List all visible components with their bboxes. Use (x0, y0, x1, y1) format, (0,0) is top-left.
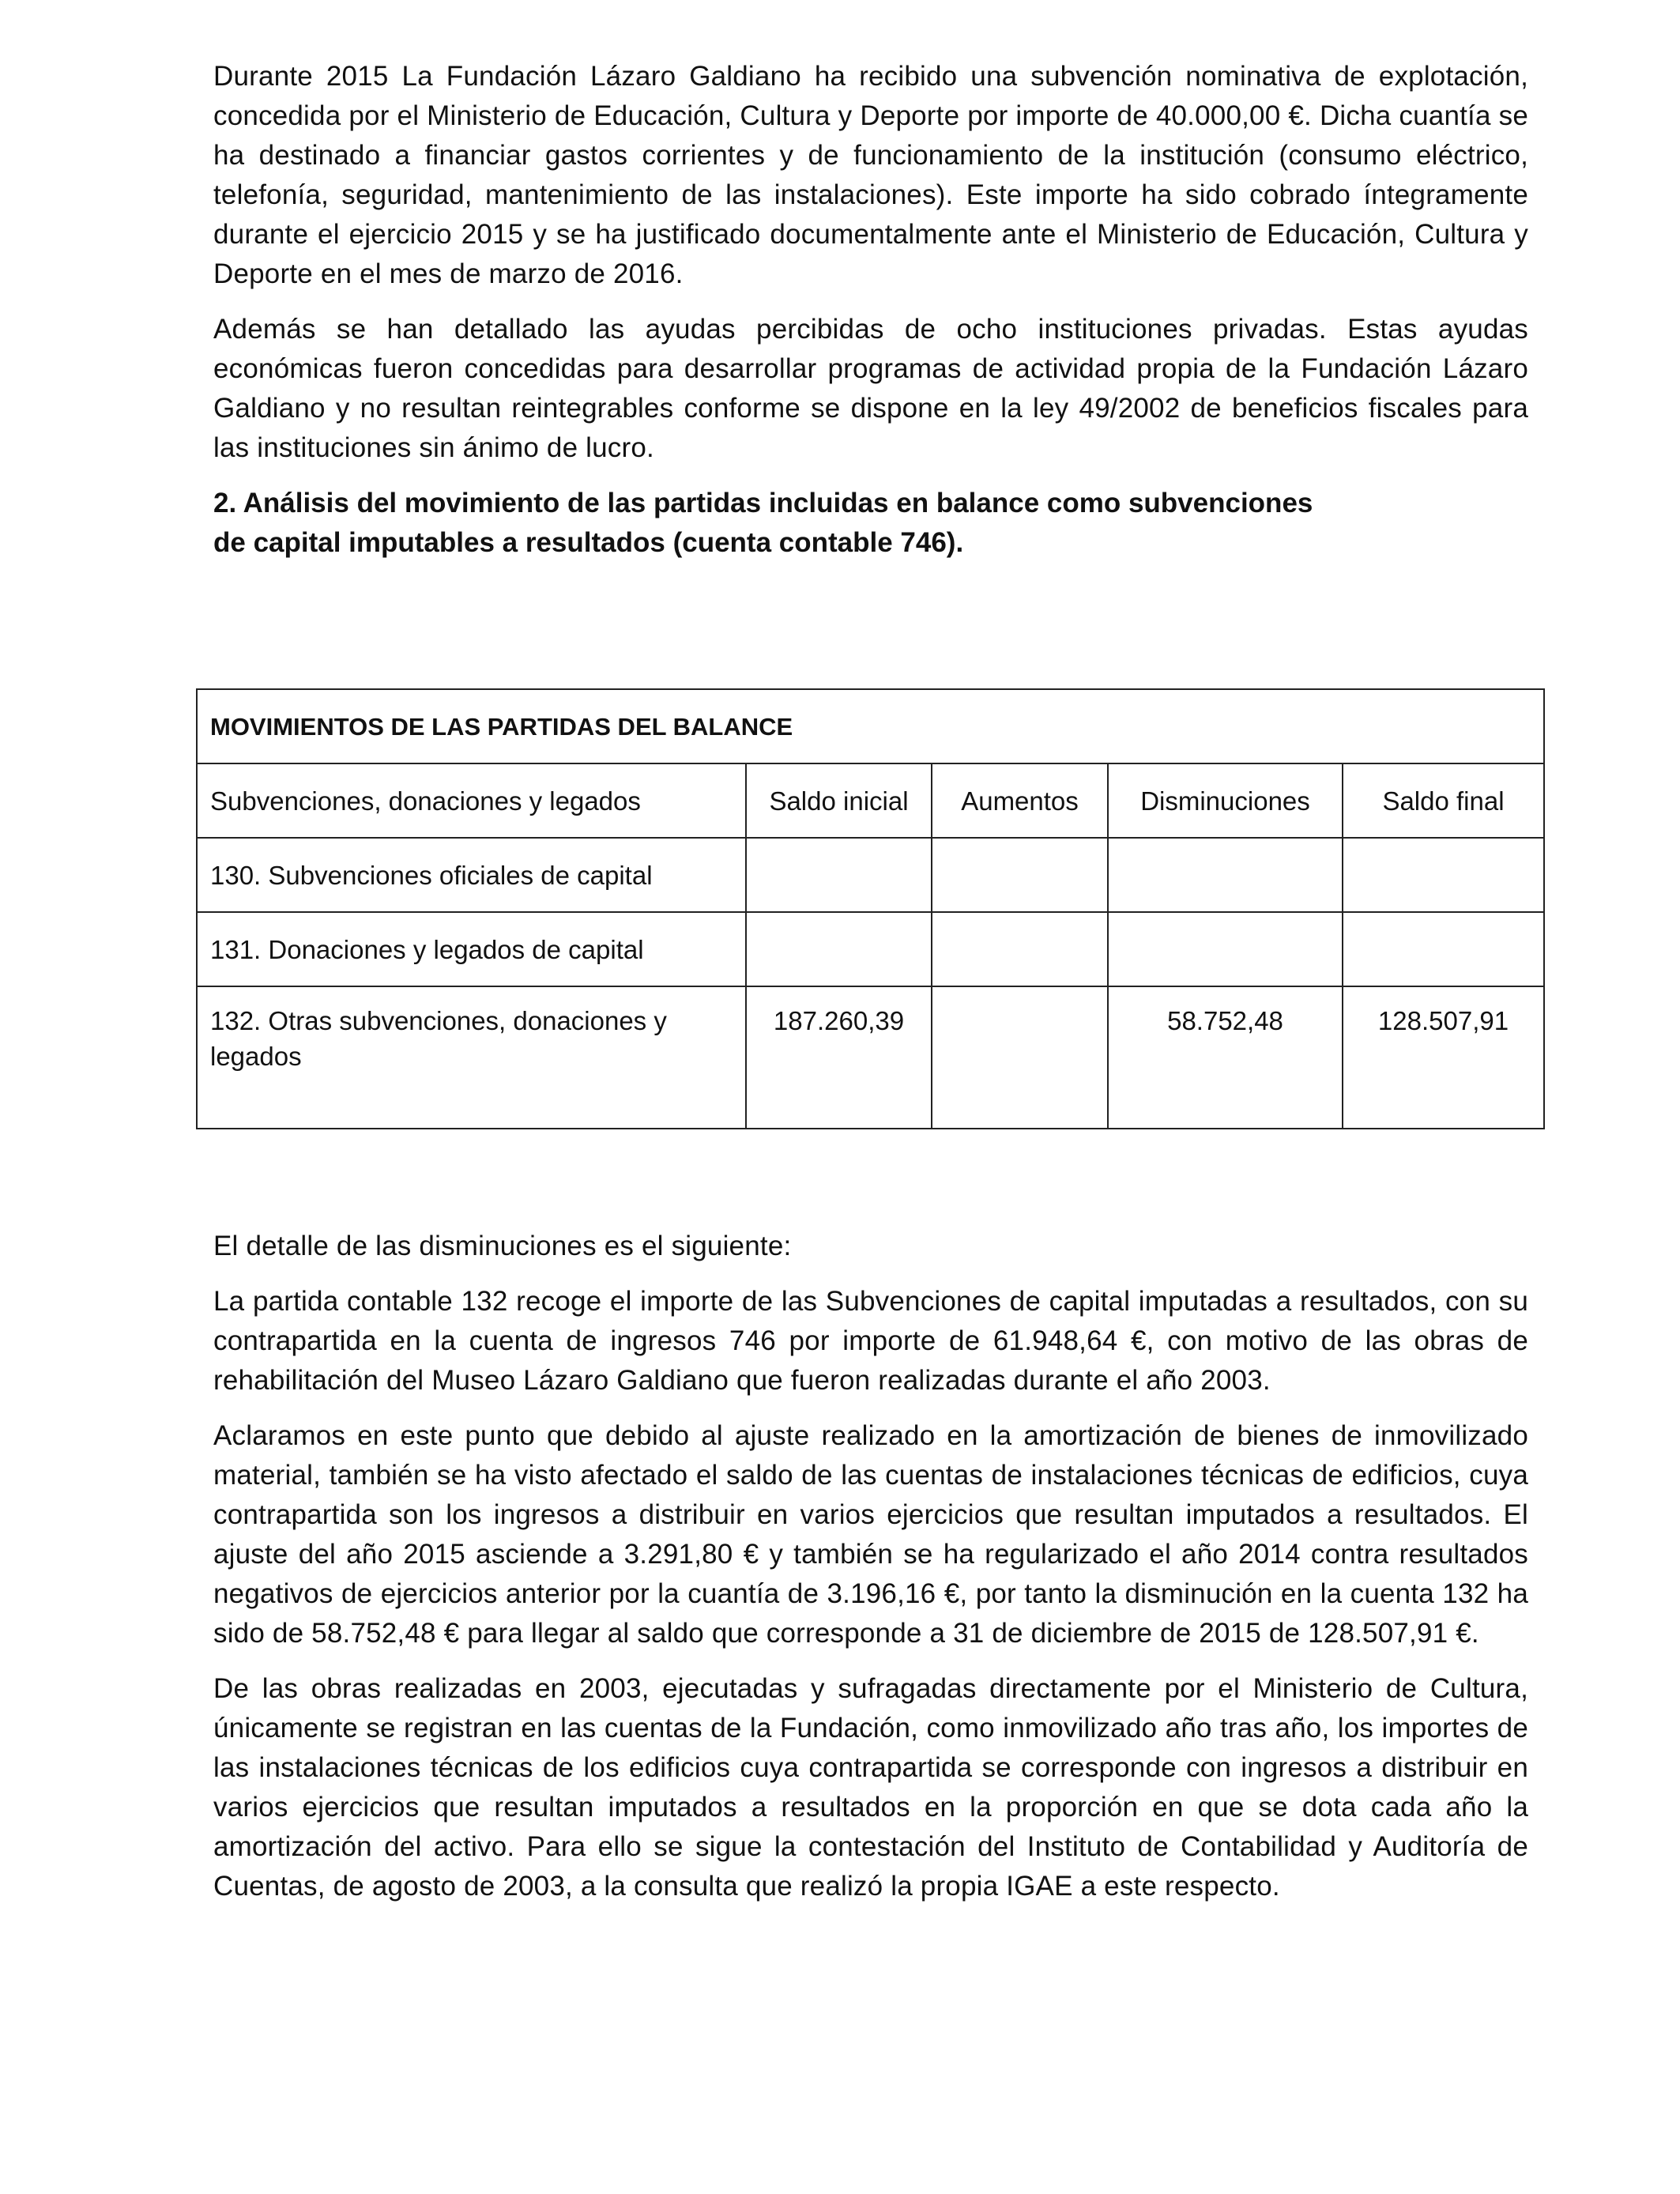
section-heading-line-1: 2. Análisis del movimiento de las partidas incluidas en balance como subvenciones (213, 488, 1313, 518)
table-title-row (197, 689, 1544, 763)
intro-paragraph-2: Además se han detallado las ayudas percibidas de ocho instituciones privadas. Estas ayudas económicas fueron concedidas para desarrollar programas de actividad propia de la Fundación Lázaro Galdiano y no resultan reintegrables conforme se dispone en la ley 49/2002 de beneficios fiscales para las instituciones sin ánimo de lucro. (213, 314, 1528, 463)
document-page (210, 57, 1528, 1902)
row-131-concept: 131. Donaciones y legados de capital (197, 912, 746, 986)
detail-paragraph-4: De las obras realizadas en 2003, ejecutadas y sufragadas directamente por el Ministerio de Cultura, únicamente se registran en las cuentas de la Fundación, como inmovilizado año tras año, los importes de las instalaciones técnicas de los edificios cuya contrapartida se corresponde con ingresos a distribuir en varios ejercicios que resultan imputados a resultados en la proporción en que se dota cada año la amortización del activo. Para ello se sigue la contestación del Instituto de Contabilidad y Auditoría de Cuentas, de agosto de 2003, a la consulta que realizó la propia IGAE a este respecto. (213, 1673, 1528, 1902)
row-132-concept: 132. Otras subvenciones, donaciones y legados (197, 986, 746, 1129)
table-title: MOVIMIENTOS DE LAS PARTIDAS DEL BALANCE (197, 689, 1544, 763)
row-131-saldo-final (1343, 912, 1544, 986)
detail-paragraph-2: La partida contable 132 recoge el importe de las Subvenciones de capital imputadas a resultados, con su contrapartida en la cuenta de ingresos 746 por importe de 61.948,64 €, con motivo de las obras de rehabilitación del Museo Lázaro Galdiano que fueron realizadas durante el año 2003. (213, 1286, 1528, 1396)
table-row (197, 912, 1544, 986)
header-saldo-final: Saldo final (1343, 763, 1544, 838)
table-header-row (197, 763, 1544, 838)
row-131-aumentos (932, 912, 1108, 986)
detail-paragraph-1: El detalle de las disminuciones es el siguiente: (213, 1231, 792, 1261)
row-131-saldo-inicial (746, 912, 932, 986)
header-disminuciones: Disminuciones (1108, 763, 1343, 838)
row-130-saldo-inicial (746, 838, 932, 912)
table-row (197, 838, 1544, 912)
detail-paragraph-3: Aclaramos en este punto que debido al ajuste realizado en la amortización de bienes de inmovilizado material, también se ha visto afectado el saldo de las cuentas de instalaciones técnicas de edificios, cuya contrapartida son los ingresos a distribuir en varios ejercicios que resultan imputados a resultados. El ajuste del año 2015 asciende a 3.291,80 € y también se ha regularizado el año 2014 contra resultados negativos de ejercicios anterior por la cuantía de 3.196,16 €, por tanto la disminución en la cuenta 132 ha sido de 58.752,48 € para llegar al saldo que corresponde a 31 de diciembre de 2015 de 128.507,91 €. (213, 1420, 1528, 1649)
table-row (197, 986, 1544, 1129)
balance-movements-table (196, 688, 1545, 1129)
row-132-aumentos (932, 986, 1108, 1129)
header-saldo-inicial: Saldo inicial (746, 763, 932, 838)
row-132-saldo-inicial: 187.260,39 (746, 986, 932, 1129)
row-131-disminuciones (1108, 912, 1343, 986)
row-130-concept: 130. Subvenciones oficiales de capital (197, 838, 746, 912)
row-132-saldo-final: 128.507,91 (1343, 986, 1544, 1129)
header-aumentos: Aumentos (932, 763, 1108, 838)
section-heading (213, 484, 1528, 563)
row-132-disminuciones: 58.752,48 (1108, 986, 1343, 1129)
row-130-aumentos (932, 838, 1108, 912)
detail-section (213, 1227, 1528, 1922)
row-130-disminuciones (1108, 838, 1343, 912)
header-concept: Subvenciones, donaciones y legados (197, 763, 746, 838)
row-130-saldo-final (1343, 838, 1544, 912)
section-heading-line-2: de capital imputables a resultados (cuenta contable 746). (213, 527, 964, 558)
intro-paragraph-1: Durante 2015 La Fundación Lázaro Galdiano ha recibido una subvención nominativa de explotación, concedida por el Ministerio de Educación, Cultura y Deporte por importe de 40.000,00 €. Dicha cuantía se ha destinado a financiar gastos corrientes y de funcionamiento de la institución (consumo eléctrico, telefonía, seguridad, mantenimiento de las instalaciones). Este importe ha sido cobrado íntegramente durante el ejercicio 2015 y se ha justificado documentalmente ante el Ministerio de Educación, Cultura y Deporte en el mes de marzo de 2016. (213, 61, 1528, 289)
